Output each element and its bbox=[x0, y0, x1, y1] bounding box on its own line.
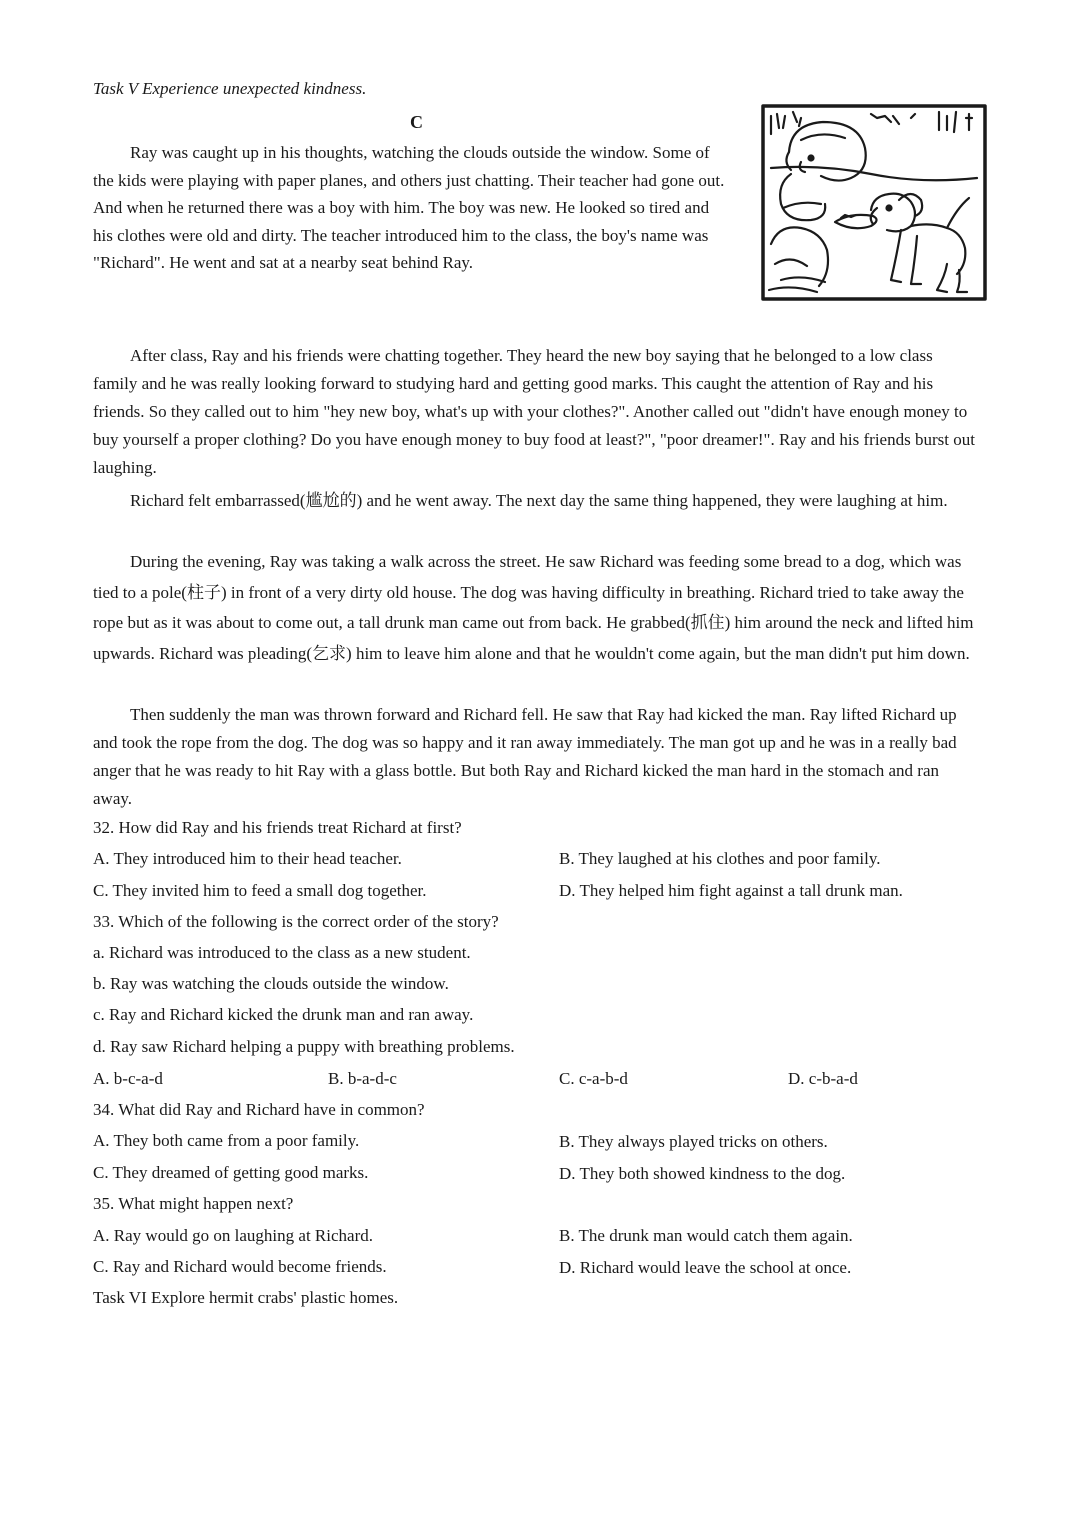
passage-paragraph-5: Then suddenly the man was thrown forward and Richard fell. He saw that Ray had kicked the man. Ray lifted Richard up and took the rope from the dog. The dog was so happy and it ran away immediately. The man got up and he was in a really bad anger that he was ready to hit Ray with a glass bottle. But both Ray and Richard kicked the man hard in the stomach and ran away. bbox=[93, 705, 957, 808]
question-33-option-c: C. c-a-b-d bbox=[559, 1069, 628, 1088]
question-33-stem: 33. Which of the following is the correct order of the story? bbox=[93, 912, 499, 931]
question-35-option-a: A. Ray would go on laughing at Richard. bbox=[93, 1226, 373, 1245]
question-35-stem: 35. What might happen next? bbox=[93, 1194, 294, 1213]
question-33-option-b: B. b-a-d-c bbox=[328, 1069, 397, 1088]
question-34-option-c: C. They dreamed of getting good marks. bbox=[93, 1163, 369, 1182]
question-32-option-a: A. They introduced him to their head teacher. bbox=[93, 849, 402, 868]
question-33-option-a: A. b-c-a-d bbox=[93, 1069, 163, 1088]
question-34-option-a: A. They both came from a poor family. bbox=[93, 1131, 360, 1150]
task-5-title: Task V Experience unexpected kindness. bbox=[93, 79, 367, 98]
question-35-option-c: C. Ray and Richard would become friends. bbox=[93, 1257, 387, 1276]
question-34-option-b: B. They always played tricks on others. bbox=[559, 1132, 828, 1151]
task-6-title: Task VI Explore hermit crabs' plastic homes. bbox=[93, 1288, 399, 1307]
question-33-item-b: b. Ray was watching the clouds outside the window. bbox=[93, 974, 449, 993]
question-32-stem: 32. How did Ray and his friends treat Richard at first? bbox=[93, 818, 462, 837]
question-33-option-d: D. c-b-a-d bbox=[788, 1069, 858, 1088]
question-35-option-b: B. The drunk man would catch them again. bbox=[559, 1226, 853, 1245]
passage-paragraph-2: After class, Ray and his friends were chatting together. They heard the new boy saying that he belonged to a low class family and he was really looking forward to studying hard and getting good marks. This caught the attention of Ray and his friends. So they called out to him "hey new boy, what's up with your clothes?". Another called out "didn't have enough money to buy yourself a proper clothing? Do you have enough money to buy food at least?", "poor dreamer!". Ray and his friends burst out laughing. bbox=[93, 346, 975, 477]
section-label: C bbox=[410, 112, 423, 132]
question-35-option-d: D. Richard would leave the school at once. bbox=[559, 1258, 852, 1277]
passage-paragraph-4: During the evening, Ray was taking a walk across the street. He saw Richard was feeding some bread to a dog, which was tied to a pole(柱子) in front of a very dirty old house. The dog was having difficulty in breathing. Richard tried to take away the rope but as it was about to come out, a tall drunk man came out from back. He grabbed(抓住) him around the neck and lifted him upwards. Richard was pleading(乞求) him to leave him alone and that he wouldn't come again, but the man didn't put him down. bbox=[93, 552, 974, 663]
question-33-item-d: d. Ray saw Richard helping a puppy with breathing problems. bbox=[93, 1037, 515, 1056]
passage-paragraph-3: Richard felt embarrassed(尴尬的) and he went away. The next day the same thing happened, they were laughing at him. bbox=[130, 491, 948, 510]
question-34-stem: 34. What did Ray and Richard have in common? bbox=[93, 1100, 425, 1119]
question-32-option-c: C. They invited him to feed a small dog together. bbox=[93, 881, 427, 900]
question-32-option-b: B. They laughed at his clothes and poor family. bbox=[559, 849, 881, 868]
question-33-item-a: a. Richard was introduced to the class as a new student. bbox=[93, 943, 471, 962]
question-32-option-d: D. They helped him fight against a tall drunk man. bbox=[559, 881, 903, 900]
boy-and-dog-illustration bbox=[761, 104, 987, 301]
question-34-option-d: D. They both showed kindness to the dog. bbox=[559, 1164, 846, 1183]
passage-paragraph-1: Ray was caught up in his thoughts, watching the clouds outside the window. Some of the kids were playing with paper planes, and others just chatting. Their teacher had gone out. And when he returned there was a boy with him. The boy was new. He looked so tired and his clothes were old and dirty. The teacher introduced him to the class, the boy's name was "Richard". He went and sat at a nearby seat behind Ray. bbox=[93, 143, 725, 273]
question-33-item-c: c. Ray and Richard kicked the drunk man and ran away. bbox=[93, 1005, 474, 1024]
